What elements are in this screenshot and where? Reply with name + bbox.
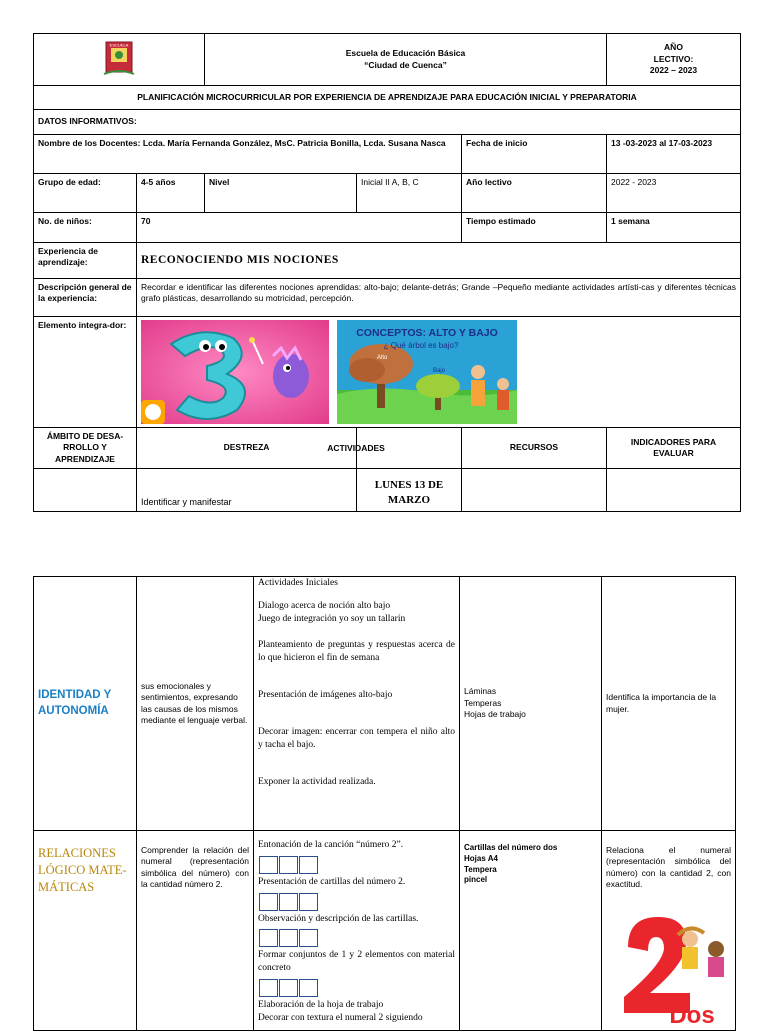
row1-ambito: IDENTIDAD Y AUTONOMÍA (38, 688, 112, 717)
day-indicadores-empty (607, 469, 741, 512)
row1-indicador: Identifica la importancia de la mujer. (602, 577, 736, 831)
img2-bajo: Bajo (433, 368, 446, 374)
row1-destreza: sus emocionales y sentimientos, expresando las causas de los mismos mediante el lenguaje verbal. (137, 577, 254, 831)
nivel-label: Nivel (205, 174, 357, 213)
school-city: “Ciudad de Cuenca” (364, 59, 447, 70)
grupo-value: 4-5 años (137, 174, 205, 213)
day-recursos-empty (462, 469, 607, 512)
year-value: 2022 – 2023 (649, 65, 698, 76)
row1-recurso: Hojas de trabajo (464, 709, 526, 720)
fecha-value: 13 -03-2023 al 17-03-2023 (607, 135, 741, 174)
alto-bajo-image (337, 320, 517, 424)
fecha-label: Fecha de inicio (462, 135, 607, 174)
docentes-cell: Nombre de los Docentes: Lcda. María Fernanda González, MsC. Patricia Bonilla, Lcda. Susana Nasca (34, 135, 462, 174)
school-name-cell (205, 34, 607, 86)
school-name: Escuela de Educación Básica (345, 48, 466, 59)
row1-recurso: Láminas (464, 686, 497, 697)
school-logo-cell (34, 34, 205, 86)
row2-activity: Observación y descripción de las cartillas. (258, 913, 419, 924)
anio-label: Año lectivo (462, 174, 607, 213)
row2-indicador-cell (602, 831, 736, 1031)
row2-recurso: Cartillas del número dos (464, 843, 558, 852)
experiencia-label: Experiencia de aprendizaje: (34, 243, 137, 279)
activities-table (33, 576, 736, 1031)
row2-ambito: RELACIONES LÓGICO MATE-MÁTICAS (38, 846, 127, 894)
ninos-label: No. de niños: (34, 213, 137, 243)
row2-recurso: Hojas A4 (464, 853, 498, 863)
number-boxes-icon (259, 929, 455, 947)
img2-alto: Alto (377, 355, 388, 361)
tiempo-value: 1 semana (607, 213, 741, 243)
day-ambito-empty (34, 469, 137, 512)
school-logo-icon (98, 38, 140, 78)
planning-header-table (33, 33, 741, 512)
year-label-1: AÑO (664, 42, 683, 53)
row1-activity: Juego de integración yo soy un tallarín (258, 613, 406, 624)
row1-activity: Presentación de imágenes alto-bajo (258, 690, 393, 701)
number-boxes-icon (259, 856, 455, 874)
row1-activity: Decorar imagen: encerrar con tempera el niño alto y tacha el bajo. (258, 726, 455, 750)
row1-activity: Planteamiento de preguntas y respuestas acerca de lo que hicieron el fin de semana (258, 640, 455, 664)
img2-question: ¿ Qué árbol es bajo? (383, 341, 459, 350)
row2-activity: Elaboración de la hoja de trabajo (258, 1000, 384, 1011)
row1-activity: Dialogo acerca de noción alto bajo (258, 600, 391, 611)
elemento-images-cell (137, 317, 741, 428)
row2-activity: Presentación de cartillas del número 2. (258, 876, 406, 887)
destreza-start: Identificar y manifestar (137, 469, 357, 512)
header-actividades: ACTIVIDADES (327, 443, 385, 453)
elemento-label: Elemento integra-dor: (34, 317, 137, 428)
number-two-image (620, 909, 736, 1029)
row2-recurso: pincel (464, 875, 488, 885)
row2-indicador: Relaciona el numeral (representación simbólica del número) con la cantidad 2, con exactitud. (606, 845, 731, 890)
row2-activity: Formar conjuntos de 1 y 2 elementos con material concreto (258, 950, 455, 974)
header-destreza: DESTREZA (137, 428, 357, 469)
row1-recursos (460, 577, 602, 831)
school-year-cell (607, 34, 741, 86)
header-recursos: RECURSOS (462, 428, 607, 469)
document-title: PLANIFICACIÓN MICROCURRICULAR POR EXPERIENCIA DE APRENDIZAJE PARA EDUCACIÓN INICIAL Y PREPARATORIA (34, 86, 741, 110)
number-boxes-icon (259, 893, 455, 911)
row1-activity: Exponer la actividad realizada. (258, 776, 376, 787)
descripcion-value: Recordar e identificar las diferentes nociones aprendidas: alto-bajo; delante-detrás; Grande –Pequeño mediante actividades artísti-cas y diferentes técnicas grafo plásticas, desarrollando su motricidad, percepción. (137, 279, 741, 317)
svg-text:ESCUELA: ESCUELA (109, 42, 129, 48)
descripcion-label: Descripción general de la experiencia: (34, 279, 137, 317)
row2-activity: Entonación de la canción “número 2”. (258, 840, 404, 850)
datos-heading: DATOS INFORMATIVOS: (34, 110, 741, 135)
day-title: LUNES 13 DE MARZO (357, 469, 462, 512)
dos-text: Dos (669, 1002, 715, 1029)
header-indicadores: INDICADORES PARA EVALUAR (607, 428, 741, 469)
year-label-2: LECTIVO: (653, 53, 694, 64)
row2-recursos (460, 831, 602, 1031)
row1-actividades (254, 577, 460, 831)
row2-actividades (254, 831, 460, 1031)
number-boxes-icon (259, 979, 455, 997)
row1-activity: Actividades Iniciales (258, 578, 338, 588)
row1-recurso: Temperas (464, 697, 502, 708)
grupo-label: Grupo de edad: (34, 174, 137, 213)
row2-destreza: Comprender la relación del numeral (representación simbólica del número) con la cantidad número 2. (137, 831, 254, 1031)
number-three-image (141, 320, 329, 424)
row2-recurso: Tempera (464, 864, 497, 874)
ninos-value: 70 (137, 213, 462, 243)
experiencia-value: RECONOCIENDO MIS NOCIONES (137, 243, 741, 279)
row2-ambito-cell (34, 831, 137, 1031)
img2-title: CONCEPTOS: ALTO Y BAJO (356, 327, 498, 339)
row1-ambito-cell (34, 577, 137, 831)
anio-value: 2022 - 2023 (607, 174, 741, 213)
tiempo-label: Tiempo estimado (462, 213, 607, 243)
nivel-value: Inicial II A, B, C (357, 174, 462, 213)
row2-activity: Decorar con textura el numeral 2 siguiendo (258, 1012, 423, 1023)
header-ambito: ÁMBITO DE DESA-RROLLO Y APRENDIZAJE (34, 428, 137, 469)
